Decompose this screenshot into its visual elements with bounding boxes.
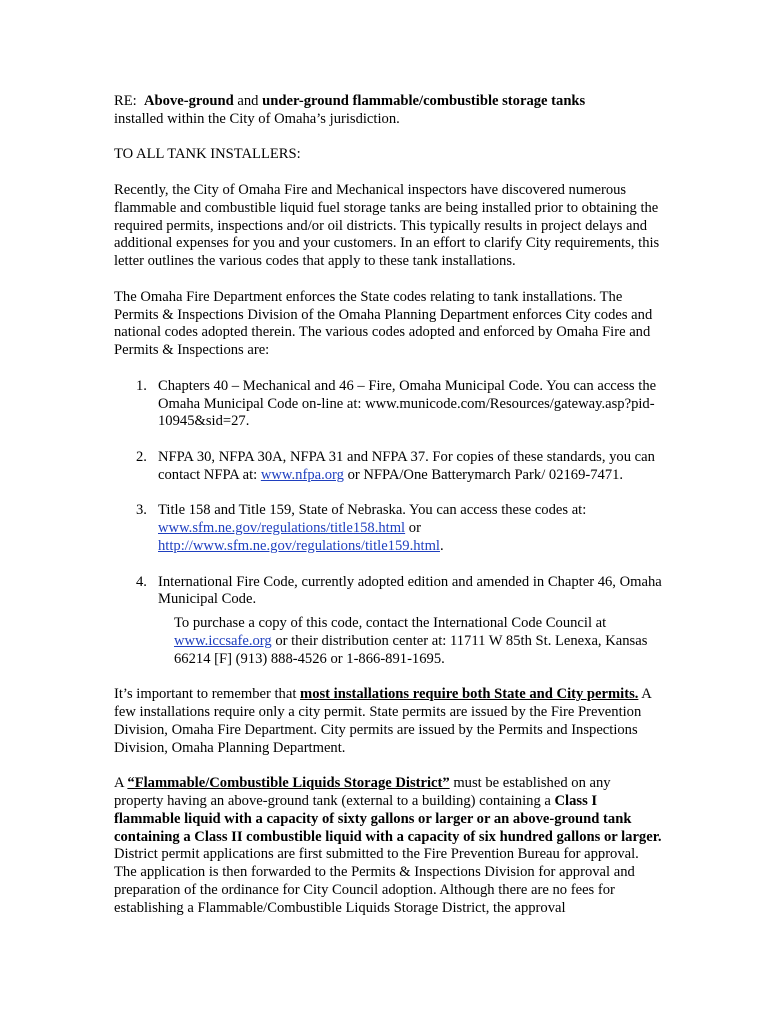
re-line-2: installed within the City of Omaha’s jurisdiction. [114,110,400,127]
list-item [114,449,662,485]
list-item [114,502,662,555]
list-item-2-text-after: or NFPA/One Batterymarch Park/ 02169-7471. [343,466,624,483]
codes-list [114,378,662,669]
paragraph-2: The Omaha Fire Department enforces the State codes relating to tank installations. The Permits & Inspections Division of the Omaha Planning Department enforces City codes and national codes adopted therein. The various codes adopted and enforced by Omaha Fire and Permits & Inspections are: [114,288,653,359]
icc-note-before: To purchase a copy of this code, contact the International Code Council at [174,615,607,632]
salutation: TO ALL TANK INSTALLERS: [114,146,301,163]
re-line [114,93,662,129]
list-item [114,378,662,431]
list-number: 1. [136,377,147,394]
nfpa-link[interactable]: www.nfpa.org [260,466,344,483]
list-item-1-text: Chapters 40 – Mechanical and 46 – Fire, Omaha Municipal Code. You can access the Omaha Municipal Code on-line at: www.municode.com/Resources/gateway.asp?pid-10945&sid=27. [158,377,657,430]
title158-link[interactable]: www.sfm.ne.gov/regulations/title158.html [158,520,406,537]
re-bold-under-ground: under-ground flammable/combustible storage tanks [262,93,586,109]
re-bold-above-ground: Above-ground [144,93,234,109]
title159-link[interactable]: http://www.sfm.ne.gov/regulations/title159.html [158,537,440,554]
re-label: RE: [114,93,137,109]
iccsafe-link[interactable]: www.iccsafe.org [174,632,272,649]
list-item [114,574,662,669]
icc-purchase-note [158,615,662,668]
list-item-3-or: or [405,520,421,537]
re-mid: and [233,93,263,109]
paragraph-3-bold: most installations require both State and City permits. [300,686,639,703]
letter-body [114,93,662,935]
icc-note-after: or their distribution center at: 11711 W 85th St. Lenexa, Kansas 66214 [F] (913) 888-4526 or 1-866-891-1695. [174,632,648,667]
list-item-3-end: . [439,537,444,554]
paragraph-4-mid: must be established on any property having an above-ground tank (external to a building) containing a [114,775,611,810]
list-number: 3. [136,502,147,519]
paragraph-4-a: A [114,775,128,792]
list-item-3-text: Title 158 and Title 159, State of Nebraska. You can access these codes at: [158,502,587,519]
paragraph-4-bold: Class I flammable liquid with a capacity of sixty gallons or larger or an above-ground tank containing a Class II combustible liquid with a capacity of six hundred gallons or larger. [114,793,662,845]
list-number: 2. [136,448,147,465]
paragraph-1: Recently, the City of Omaha Fire and Mechanical inspectors have discovered numerous flammable and combustible liquid fuel storage tanks are being installed prior to obtaining the required permits, inspections and/or oil districts. This typically results in project delays and additional expenses for you and your customers. In an effort to clarify City requirements, this letter outlines the various codes that apply to these tank installations. [114,181,660,270]
list-item-2-text-before: NFPA 30, NFPA 30A, NFPA 31 and NFPA 37. For copies of these standards, you can contact NFPA at: [158,448,655,483]
list-item-4-text: International Fire Code, currently adopted edition and amended in Chapter 46, Omaha Municipal Code. [158,573,662,608]
paragraph-3 [114,686,662,757]
paragraph-4-after: District permit applications are first submitted to the Fire Prevention Bureau for approval. The application is then forwarded to the Permits & Inspections Division for approval and preparation of the ordinance for City Council adoption. Although there are no fees for establishing a Flammable/Combustible Liquids Storage District, the approval [114,846,639,916]
storage-district-term: “Flammable/Combustible Liquids Storage District” [127,775,450,792]
paragraph-4 [114,775,662,917]
paragraph-3-before: It’s important to remember that [114,686,301,703]
paragraph-3-after: A few installations require only a city permit. State permits are issued by the Fire Prevention Division, Omaha Fire Department. City permits are issued by the Permits and Inspections Division, Omaha Planning Department. [114,686,651,756]
list-number: 4. [136,573,147,590]
